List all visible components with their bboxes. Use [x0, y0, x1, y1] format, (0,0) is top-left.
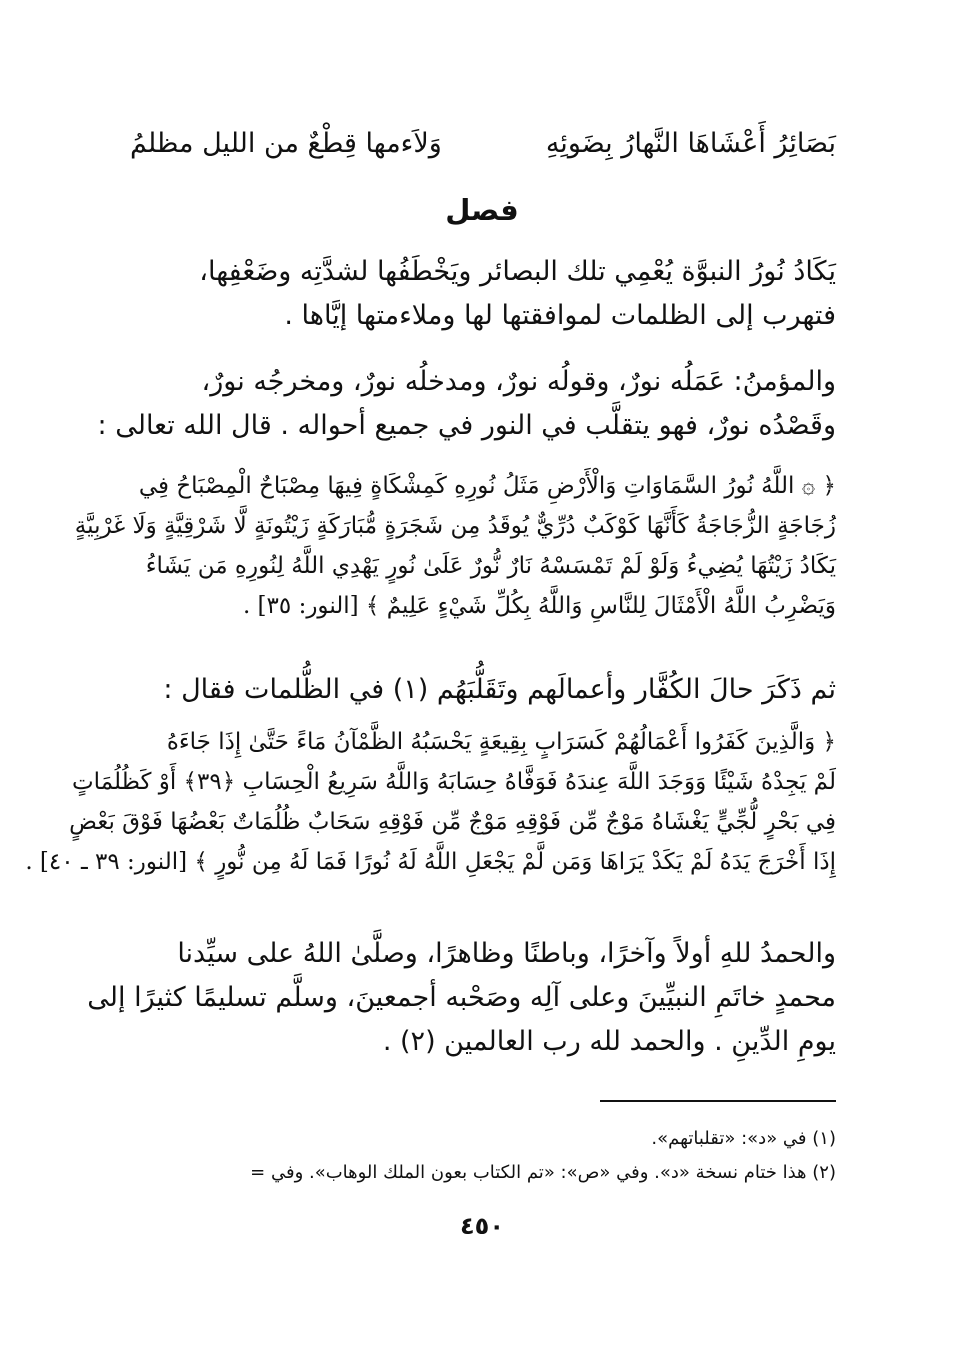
paragraph-1 [130, 250, 836, 338]
paragraph-line: ثم ذَكَرَ حالَ الكُفَّار وأعمالَهم وتَقَلُّبَهُم (١) في الظُّلمات فقال : [163, 674, 836, 705]
verse-line: وَيَضْرِبُ اللَّهُ الْأَمْثَالَ لِلنَّاسِ وَاللَّهُ بِكُلِّ شَيْءٍ عَلِيمٌ ﴾ [النور: ٣٥] . [242, 593, 836, 619]
paragraph-3 [130, 668, 836, 712]
verse-line: إِذَا أَخْرَجَ يَدَهُ لَمْ يَكَدْ يَرَاهَا وَمَن لَّمْ يَجْعَلِ اللَّهُ لَهُ نُورًا فَمَا لَهُ مِن نُّورٍ ﴾ [النور: ٣٩ ـ ٤٠] . [25, 849, 836, 875]
paragraph-line: والحمدُ للهِ أولاً وآخرًا، وباطنًا وظاهرًا، وصلَّىٰ اللهُ على سيِّدنا [177, 938, 836, 969]
paragraph-line: محمدٍ خاتَمِ النبيِّينَ وعلى آلِه وصَحْبه أجمعينَ، وسلَّم تسليمًا كثيرًا إلى [87, 982, 836, 1013]
verse-line: لَمْ يَجِدْهُ شَيْئًا وَوَجَدَ اللَّهَ عِندَهُ فَوَفَّاهُ حِسَابَهُ وَاللَّهُ سَرِيعُ الْحِسَابِ ﴿٣٩﴾ أَوْ كَظُلُمَاتٍ [72, 769, 836, 795]
quran-verse-35 [74, 466, 836, 626]
section-heading: فصل [445, 193, 519, 227]
paragraph-line: وقَصْدُه نورٌ، فهو يتقلَّب في النور في جميع أحواله . قال الله تعالى : [97, 410, 836, 441]
paragraph-2 [97, 360, 836, 448]
footnote-1: (١) في «د»: «تقلباتهم». [651, 1128, 836, 1149]
quran-verse-39-40 [25, 722, 836, 882]
paragraph-line: والمؤمنُ: عَمَلُه نورٌ، وقولُه نورٌ، ومدخلُه نورٌ، ومخرجُه نورٌ، [201, 366, 836, 397]
poem-hemistich-left: وَلاَءمها قِطْعٌ من الليل مظلمُ [130, 128, 442, 159]
poem-verse [130, 128, 836, 178]
paragraph-4 [87, 932, 836, 1064]
verse-line: يَكَادُ زَيْتُهَا يُضِيءُ وَلَوْ لَمْ تَمْسَسْهُ نَارٌ نُّورٌ عَلَىٰ نُورٍ يَهْدِي اللَّهُ لِنُورِهِ مَن يَشَاءُ [145, 553, 836, 579]
paragraph-line: يَكَادُ نُورُ النبوَّة يُعْمِي تلك البصائر ويَخْطَفُها لشدَّتِه وضَعْفِها، [199, 256, 836, 287]
verse-line: ﴿ ۞ اللَّهُ نُورُ السَّمَاوَاتِ وَالْأَرْضِ مَثَلُ نُورِهِ كَمِشْكَاةٍ فِيهَا مِصْبَاحٌ الْمِصْبَاحُ فِي [138, 473, 836, 499]
verse-line: فِي بَحْرٍ لُّجِّيٍّ يَغْشَاهُ مَوْجٌ مِّن فَوْقِهِ مَوْجٌ مِّن فَوْقِهِ سَحَابٌ ظُلُمَاتٌ بَعْضُهَا فَوْقَ بَعْضٍ [69, 809, 836, 835]
page-number: ٤٥٠ [460, 1212, 504, 1240]
footnote-divider [600, 1100, 836, 1102]
paragraph-line: يومِ الدِّينِ . والحمد لله رب العالمين (٢) . [382, 1026, 836, 1057]
verse-line: زُجَاجَةٍ الزُّجَاجَةُ كَأَنَّهَا كَوْكَبٌ دُرِّيٌّ يُوقَدُ مِن شَجَرَةٍ مُّبَارَكَةٍ زَيْتُونَةٍ لَّا شَرْقِيَّةٍ وَلَا غَرْبِيَّةٍ [74, 513, 836, 539]
verse-line: ﴿ وَالَّذِينَ كَفَرُوا أَعْمَالُهُمْ كَسَرَابٍ بِقِيعَةٍ يَحْسَبُهُ الظَّمْآنُ مَاءً حَتَّىٰ إِذَا جَاءَهُ [166, 729, 836, 755]
footnote-2: (٢) هذا ختام نسخة «د». وفي «ص»: «تم الكتاب بعون الملك الوهاب». وفي = [250, 1162, 836, 1183]
paragraph-line: فتهرب إلى الظلمات لموافقتها لها وملاءمتها إيَّاها . [284, 300, 836, 331]
footnotes [130, 1122, 836, 1190]
poem-hemistich-right: بَصَائِرُ أَعْشَاهَا النَّهارُ بِضَوئِهِ [545, 128, 836, 159]
